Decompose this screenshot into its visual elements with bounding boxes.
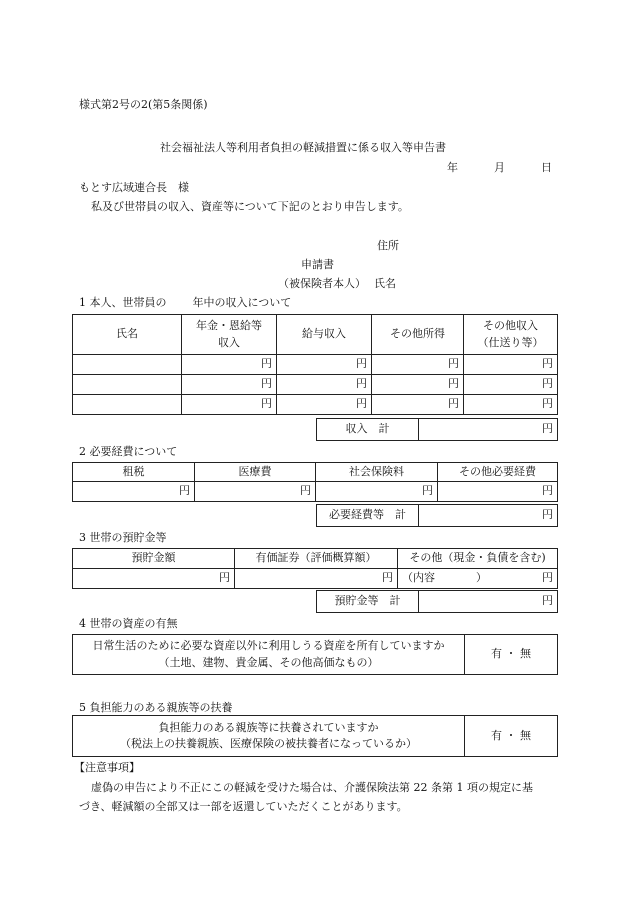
- col-medical-header: 医療費: [195, 463, 316, 482]
- other-revenue-cell[interactable]: 円: [464, 375, 558, 395]
- income-total-table: [316, 418, 558, 441]
- other-expense-cell[interactable]: 円: [438, 482, 558, 502]
- table-row: [73, 375, 558, 395]
- assets-question: 日常生活のために必要な資産以外に利用しうる資産を所有していますか （土地、建物、貴金属、その他高価なもの）: [73, 635, 465, 675]
- col-social-insurance-header: 社会保険料: [316, 463, 438, 482]
- medical-cell[interactable]: 円: [195, 482, 316, 502]
- date-year: 年: [447, 161, 458, 174]
- name-cell[interactable]: [73, 375, 182, 395]
- notes-heading: 【注意事項】: [74, 761, 140, 774]
- other-assets-yen: 円: [542, 571, 553, 585]
- savings-header-row: [73, 549, 558, 569]
- applicant-label: 申請書: [301, 258, 334, 271]
- col-pension-header: 年金・恩給等 収入: [182, 315, 277, 355]
- income-total-label: 収入 計: [317, 419, 419, 441]
- support-question: 負担能力のある親族等に扶養されていますか （税法上の扶養親族、医療保険の被扶養者になっているか）: [73, 716, 465, 757]
- section2-heading: 2 必要経費について: [79, 445, 178, 458]
- table-row: [73, 395, 558, 415]
- address-label: 住所: [377, 239, 399, 252]
- savings-total-cell[interactable]: 円: [419, 591, 558, 613]
- insured-label: （被保険者本人）: [278, 277, 366, 290]
- date-month: 月: [494, 161, 505, 174]
- savings-table: [72, 548, 558, 589]
- col-name-header: 氏名: [73, 315, 182, 355]
- assets-answer-choice[interactable]: 有 ・ 無: [465, 635, 558, 675]
- section3-heading: 3 世帯の預貯金等: [79, 531, 167, 544]
- addressee: もとす広域連合長 様: [79, 181, 189, 194]
- content-close: ）: [476, 571, 487, 585]
- income-total-cell[interactable]: 円: [419, 419, 558, 441]
- section4-heading: 4 世帯の資産の有無: [79, 617, 178, 630]
- notes-line2: づき、軽減額の全部又は一部を返還していただくことがあります。: [79, 800, 408, 813]
- other-revenue-cell[interactable]: 円: [464, 355, 558, 375]
- expenses-total-label: 必要経費等 計: [317, 505, 419, 527]
- date-day: 日: [541, 161, 552, 174]
- income-header-row: [73, 315, 558, 355]
- col-other-revenue-header: その他収入 （仕送り等）: [464, 315, 558, 355]
- support-table: [72, 715, 558, 757]
- col-tax-header: 租税: [73, 463, 195, 482]
- salary-cell[interactable]: 円: [277, 355, 372, 375]
- pension-cell[interactable]: 円: [182, 375, 277, 395]
- other-income-cell[interactable]: 円: [372, 375, 464, 395]
- other-assets-cell[interactable]: [398, 569, 558, 589]
- expenses-header-row: [73, 463, 558, 482]
- col-other-income-header: その他所得: [372, 315, 464, 355]
- expenses-total-cell[interactable]: 円: [419, 505, 558, 527]
- other-income-cell[interactable]: 円: [372, 395, 464, 415]
- table-row: [73, 569, 558, 589]
- support-answer-choice[interactable]: 有 ・ 無: [465, 716, 558, 757]
- income-table: [72, 314, 558, 415]
- savings-total-table: [316, 590, 558, 613]
- table-row: [73, 482, 558, 502]
- other-income-cell[interactable]: 円: [372, 355, 464, 375]
- table-row: [73, 355, 558, 375]
- col-other-expense-header: その他必要経費: [438, 463, 558, 482]
- section1-heading: 1 本人、世帯員の 年中の収入について: [79, 296, 292, 309]
- col-securities-header: 有価証券（評価概算額）: [235, 549, 398, 569]
- name-cell[interactable]: [73, 395, 182, 415]
- name-label: 氏名: [374, 277, 396, 290]
- pension-cell[interactable]: 円: [182, 395, 277, 415]
- form-title: 社会福祉法人等利用者負担の軽減措置に係る収入等申告書: [160, 141, 446, 154]
- deposits-cell[interactable]: 円: [73, 569, 235, 589]
- tax-cell[interactable]: 円: [73, 482, 195, 502]
- securities-cell[interactable]: 円: [235, 569, 398, 589]
- assets-table: [72, 634, 558, 675]
- name-cell[interactable]: [73, 355, 182, 375]
- col-salary-header: 給与収入: [277, 315, 372, 355]
- content-label: （内容: [402, 571, 435, 585]
- expenses-table: [72, 462, 558, 502]
- intro-text: 私及び世帯員の収入、資産等について下記のとおり申告します。: [91, 200, 409, 213]
- col-other-assets-header: その他（現金・負債を含む): [398, 549, 558, 569]
- salary-cell[interactable]: 円: [277, 375, 372, 395]
- col-deposits-header: 預貯金額: [73, 549, 235, 569]
- notes-line1: 虚偽の申告により不正にこの軽減を受けた場合は、介護保険法第 22 条第 1 項の規定に基: [91, 781, 533, 794]
- social-insurance-cell[interactable]: 円: [316, 482, 438, 502]
- section5-heading: 5 負担能力のある親族等の扶養: [79, 701, 233, 714]
- savings-total-label: 預貯金等 計: [317, 591, 419, 613]
- salary-cell[interactable]: 円: [277, 395, 372, 415]
- pension-cell[interactable]: 円: [182, 355, 277, 375]
- other-revenue-cell[interactable]: 円: [464, 395, 558, 415]
- form-number: 様式第2号の2(第5条関係): [79, 98, 208, 111]
- expenses-total-table: [316, 504, 558, 527]
